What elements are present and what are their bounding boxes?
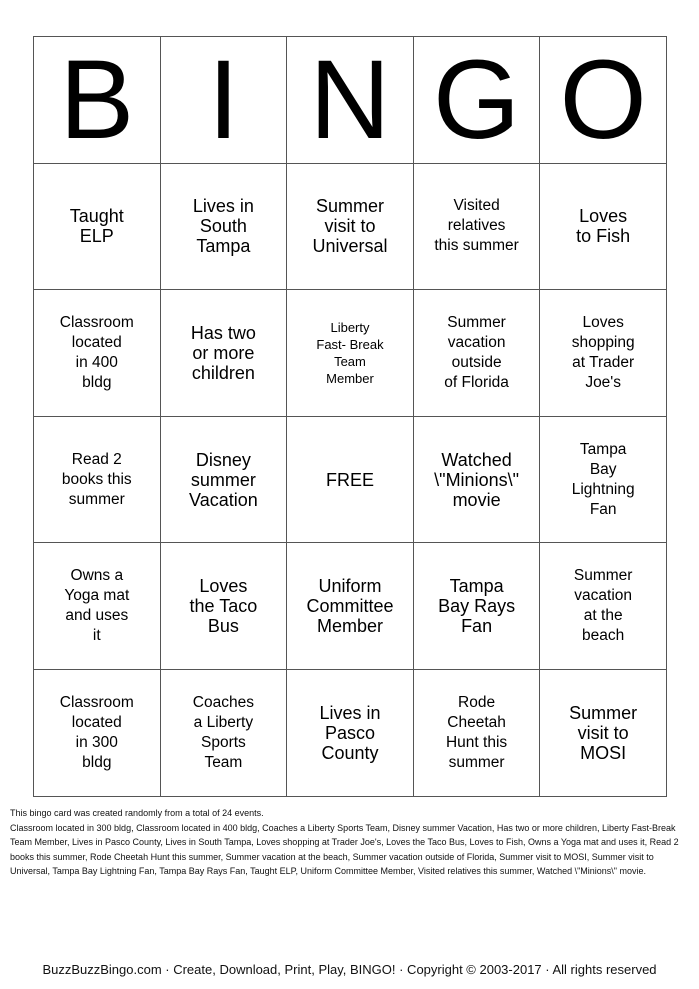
bingo-cell-line: Team [334,353,366,369]
bingo-cell [34,163,161,290]
bingo-cell-line: Uniform [318,576,382,597]
bingo-cell-line: Vacation [189,489,258,510]
bingo-cell [413,290,540,417]
bingo-cell-line: Committee [306,596,394,617]
bingo-cell [540,669,667,796]
bingo-cell [287,416,414,543]
bingo-cell [160,416,287,543]
bingo-cell-line: the Taco [189,596,258,617]
bingo-card [33,36,667,797]
bingo-cell-line: Summer [569,702,638,723]
bingo-cell-line: Summer [447,313,506,331]
card-event-list: Classroom located in 300 bldg, Classroom located in 400 bldg, Coaches a Liberty Sports Team, Disney summer Vacation, Has two or more children, Liberty Fast-Break Team Member, Lives in Pasco County, Lives in South Tampa, Loves shopping at Trader Joe's, Loves the Taco Bus, Loves to Fish, Owns a Yoga mat and uses it, Read 2 books this summer, Rode Cheetah Hunt this summer, Summer vacation at the beach, Summer vacation outside of Florida, Summer visit to MOSI, Summer visit to Universal, Tampa Bay Lightning Fan, Tampa Bay Rays Fan, Taught ELP, Uniform Committee Member, Visited relatives this summer, Watched \"Minions\" movie. [10,822,679,877]
card-description-intro: This bingo card was created randomly from a total of 24 events. [10,808,264,818]
bingo-cell-line: Fan [461,616,493,637]
bingo-cell-line: Lives in [319,702,381,723]
header-letter-n: N [287,37,414,164]
bingo-row [34,543,667,670]
bingo-cell-line: movie [452,489,501,510]
bingo-cell-line: Bay [589,460,617,478]
bingo-cell [287,669,414,796]
bingo-cell-line: located [71,713,122,731]
bingo-cell-line: vacation [447,333,506,351]
bingo-cell-line: books this [61,470,132,488]
bingo-cell [160,543,287,670]
bingo-row [34,416,667,543]
bingo-cell-line: bldg [82,373,112,391]
bingo-cell-line: at the [583,607,623,625]
bingo-cell-line: Bus [207,616,239,637]
bingo-row [34,669,667,796]
bingo-cell-line: Disney [195,449,251,470]
bingo-cell-line: children [191,362,255,383]
bingo-cell-line: Cheetah [447,713,506,731]
bingo-cell-line: visit to [577,722,629,743]
bingo-cell [160,290,287,417]
bingo-cell-line: it [92,627,101,645]
bingo-cell-line: outside [451,353,502,371]
bingo-cell [413,163,540,290]
bingo-cell-line: Universal [312,236,388,257]
bingo-cell-line: shopping [571,333,635,351]
bingo-cell [540,416,667,543]
bingo-cell-line: Summer [315,196,384,217]
bingo-cell-line: Member [316,616,383,637]
bingo-cell-line: a Liberty [193,713,254,731]
bingo-cell-line: or more [192,342,255,363]
bingo-cell-line: located [71,333,122,351]
bingo-cell-line: Fan [589,500,617,518]
bingo-cell [413,416,540,543]
bingo-cell [160,669,287,796]
bingo-cell-line: Pasco [324,722,375,743]
bingo-cell-line: Summer [573,567,633,585]
bingo-cell-line: to Fish [576,226,631,247]
bingo-cell-line: Lives in [192,196,254,217]
bingo-row [34,290,667,417]
bingo-cell-line: summer [448,753,505,771]
bingo-cell-line: Tampa [196,236,251,257]
bingo-cell-line: summer [190,469,256,490]
bingo-cell [540,290,667,417]
bingo-cell-line: Classroom [59,313,134,331]
bingo-cell [287,290,414,417]
header-letter-b: B [34,37,161,164]
bingo-cell-line: Classroom [59,693,134,711]
bingo-cell-line: Yoga mat [64,587,130,605]
bingo-cell-line: this summer [434,237,519,255]
bingo-cell [34,416,161,543]
bingo-cell-line: Fast- Break [316,336,384,352]
bingo-cell-line: Bay Rays [438,596,516,617]
bingo-cell-line: and uses [65,607,129,625]
bingo-cell-line: Loves [199,576,248,597]
bingo-cell-line: Coaches [192,693,254,711]
bingo-cell [413,669,540,796]
bingo-cell [287,163,414,290]
bingo-cell [287,543,414,670]
bingo-cell [540,163,667,290]
header-letter-o: O [540,37,667,164]
card-description [10,806,690,879]
bingo-cell-line: Joe's [585,373,622,391]
bingo-cell-line: Read 2 [71,450,122,468]
bingo-cell-line: MOSI [580,742,627,763]
bingo-cell-line: Tampa [579,440,627,458]
bingo-cell-line: County [321,742,379,763]
bingo-cell-line: ELP [79,226,114,247]
bingo-cell [160,163,287,290]
bingo-cell-line: Rode [458,693,496,711]
bingo-cell [34,543,161,670]
bingo-cell-line: South [199,216,247,237]
bingo-cell-line: at Trader [572,353,635,371]
bingo-cell-line: Tampa [449,576,504,597]
bingo-cell [413,543,540,670]
bingo-cell-line: Watched [441,449,512,470]
bingo-cell [34,669,161,796]
bingo-cell-line: Taught [69,206,124,227]
bingo-cell-line: Loves [582,313,624,331]
bingo-cell-line: Hunt this [445,733,508,751]
bingo-cell-line: bldg [82,753,112,771]
bingo-cell-line: Owns a [70,567,124,585]
bingo-cell-line: Visited [453,197,500,215]
bingo-cell-line: visit to [324,216,376,237]
bingo-cell-line: \"Minions\" [434,469,519,490]
bingo-cell-line: of Florida [444,373,509,391]
header-letter-g: G [413,37,540,164]
header-letter-i: I [160,37,287,164]
bingo-cell-line: relatives [447,217,506,235]
bingo-cell-line: beach [582,627,625,645]
bingo-cell-line: summer [68,490,125,508]
bingo-cell-line: Member [326,370,374,386]
site-footer: BuzzBuzzBingo.com · Create, Download, Print, Play, BINGO! · Copyright © 2003-2017 · All rights reserved [42,962,657,977]
bingo-cell-line: Liberty [330,319,370,335]
bingo-cell [34,290,161,417]
bingo-cell-line: in 400 [75,353,118,371]
bingo-header-row [34,37,667,164]
bingo-cell-line: in 300 [75,733,118,751]
bingo-row [34,163,667,290]
bingo-cell-line: Sports [200,733,246,751]
bingo-cell [540,543,667,670]
bingo-cell-line: FREE [325,469,374,490]
bingo-cell-line: vacation [574,587,633,605]
bingo-cell-line: Lightning [571,480,635,498]
bingo-cell-line: Loves [579,206,628,227]
bingo-cell-line: Team [204,753,243,771]
bingo-cell-line: Has two [190,322,256,343]
